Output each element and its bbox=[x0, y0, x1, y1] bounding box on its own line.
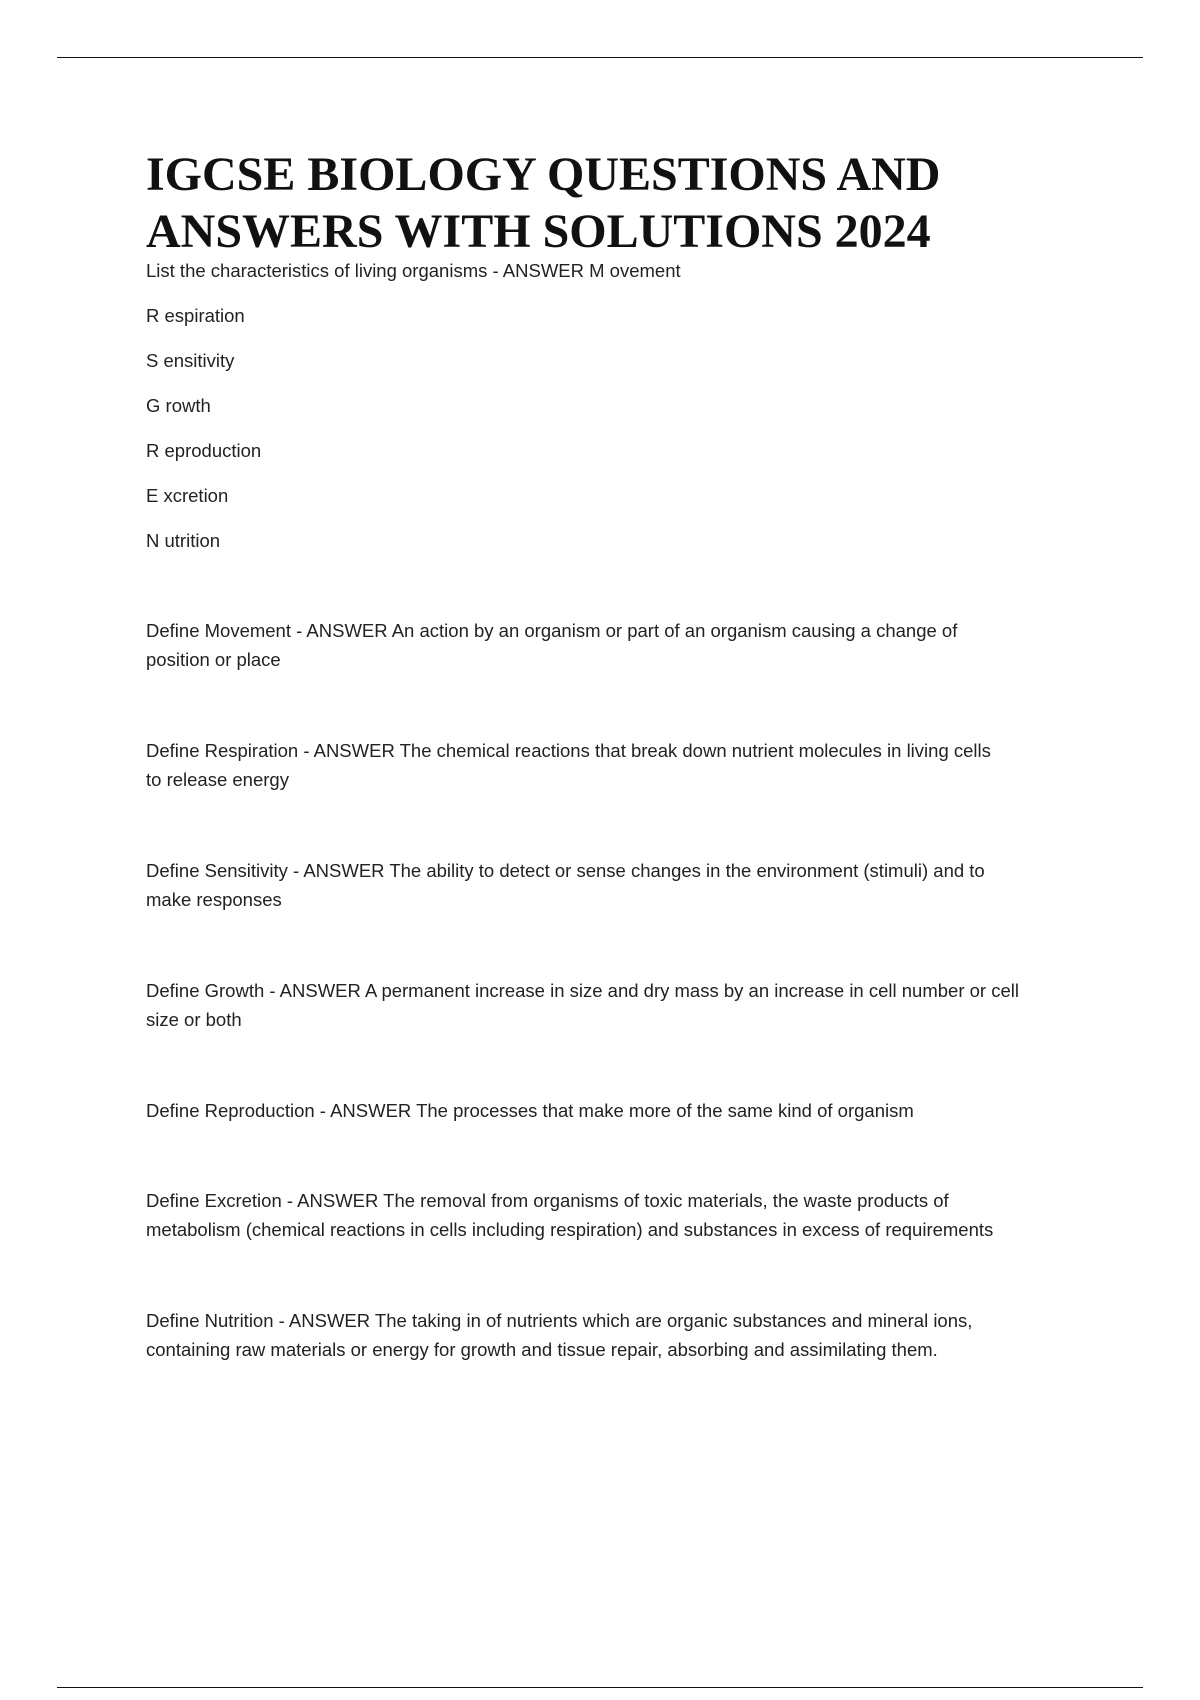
definition-line: Define Respiration - ANSWER The chemical reactions that break down nutrient molecules in living cells bbox=[146, 740, 991, 761]
definition-line: Define Growth - ANSWER A permanent increase in size and dry mass by an increase in cell number or cell bbox=[146, 980, 1019, 1001]
document-title: IGCSE BIOLOGY QUESTIONS AND ANSWERS WITH SOLUTIONS 2024 bbox=[146, 148, 941, 258]
definition-line: Define Movement - ANSWER An action by an organism or part of an organism causing a change of bbox=[146, 620, 958, 641]
definition-line: containing raw materials or energy for growth and tissue repair, absorbing and assimilating them. bbox=[146, 1339, 938, 1360]
definition-line: make responses bbox=[146, 889, 282, 910]
definition-line: Define Excretion - ANSWER The removal from organisms of toxic materials, the waste products of bbox=[146, 1190, 949, 1211]
characteristic-item: E xcretion bbox=[146, 485, 229, 506]
characteristic-item: S ensitivity bbox=[146, 350, 235, 371]
characteristic-item: N utrition bbox=[146, 530, 221, 551]
definition-movement bbox=[146, 616, 1096, 674]
document-body bbox=[146, 256, 1096, 1426]
definition-line: Define Sensitivity - ANSWER The ability to detect or sense changes in the environment (stimuli) and to bbox=[146, 860, 985, 881]
bottom-divider bbox=[57, 1687, 1143, 1688]
definition-excretion bbox=[146, 1186, 1096, 1244]
characteristics-question: List the characteristics of living organisms - ANSWER M ovement bbox=[146, 260, 681, 281]
definition-respiration bbox=[146, 736, 1096, 794]
definition-line: to release energy bbox=[146, 769, 289, 790]
definition-line: Define Reproduction - ANSWER The processes that make more of the same kind of organism bbox=[146, 1100, 914, 1121]
definition-line: metabolism (chemical reactions in cells including respiration) and substances in excess of requirements bbox=[146, 1219, 994, 1240]
characteristic-item: R eproduction bbox=[146, 440, 262, 461]
definition-nutrition bbox=[146, 1306, 1096, 1364]
definition-line: position or place bbox=[146, 649, 281, 670]
characteristic-item: G rowth bbox=[146, 395, 211, 416]
definition-growth bbox=[146, 976, 1096, 1034]
definition-sensitivity bbox=[146, 856, 1096, 914]
top-divider bbox=[57, 57, 1143, 58]
definition-reproduction bbox=[146, 1096, 1096, 1125]
characteristic-item: R espiration bbox=[146, 305, 245, 326]
definition-line: Define Nutrition - ANSWER The taking in of nutrients which are organic substances and mineral ions, bbox=[146, 1310, 973, 1331]
definition-line: size or both bbox=[146, 1009, 242, 1030]
